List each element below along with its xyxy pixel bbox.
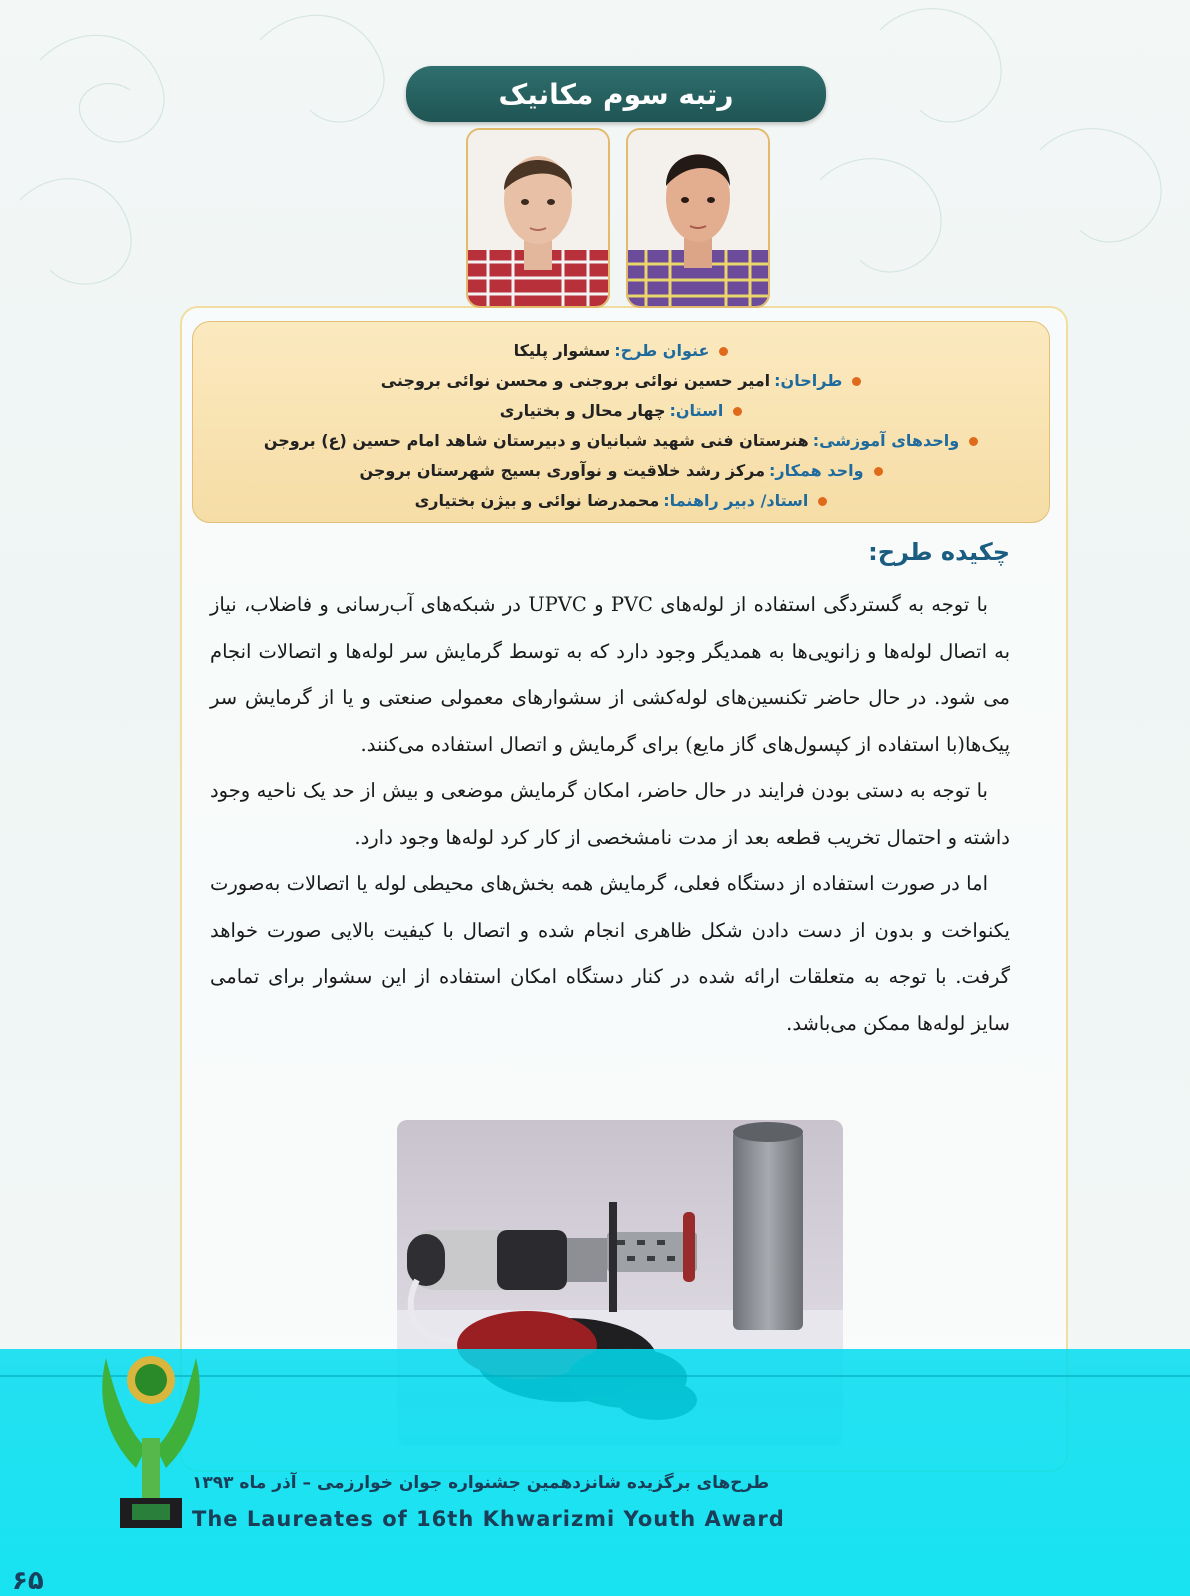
info-value: محمدرضا نوائی و بیژن بختیاری	[414, 491, 660, 510]
info-value: سشوار پلیکا	[513, 341, 611, 360]
page-title: رتبه سوم مکانیک	[406, 66, 826, 122]
info-label: واحدهای آموزشی:	[812, 431, 960, 450]
portrait-photo-left	[466, 128, 610, 308]
info-line-province	[193, 396, 1049, 426]
info-value: مرکز رشد خلاقیت و نوآوری بسیج شهرستان بروجن	[359, 461, 766, 480]
abstract-heading: چکیده طرح:	[868, 538, 1010, 566]
bullet-icon	[874, 467, 883, 476]
info-value: چهار محال و بختیاری	[499, 401, 666, 420]
footer-title-fa: طرح‌های برگزیده شانزدهمین جشنواره جوان خوارزمی – آذر ماه ۱۳۹۳	[192, 1473, 770, 1493]
info-line-advisor	[193, 486, 1049, 516]
page-number: ۶۵	[12, 1566, 44, 1596]
info-label: استاد/ دبیر راهنما:	[663, 491, 809, 510]
info-line-designers	[193, 366, 1049, 396]
info-line-partner	[193, 456, 1049, 486]
info-label: استان:	[669, 401, 724, 420]
info-label: واحد همکار:	[769, 461, 864, 480]
info-line-schools	[193, 426, 1049, 456]
project-info-box	[192, 321, 1050, 523]
info-line-title	[193, 336, 1049, 366]
bullet-icon	[733, 407, 742, 416]
abstract-text	[210, 582, 1010, 1047]
bullet-icon	[852, 377, 861, 386]
abstract-paragraph: با توجه به دستی بودن فرایند در حال حاضر، امکان گرمایش موضعی و بیش از حد یک ناحیه وجود داشته و احتمال تخریب قطعه بعد از مدت نامشخصی از کار کرد لوله‌ها وجود دارد.	[210, 779, 1010, 849]
bullet-icon	[719, 347, 728, 356]
info-value: امیر حسین نوائی بروجنی و محسن نوائی بروجنی	[380, 371, 771, 390]
bullet-icon	[818, 497, 827, 506]
info-label: عنوان طرح:	[614, 341, 710, 360]
bullet-icon	[969, 437, 978, 446]
trophy-icon	[96, 1338, 206, 1538]
info-value: هنرستان فنی شهید شبانیان و دبیرستان شاهد امام حسین (ع) بروجن	[263, 431, 809, 450]
portrait-photo-right	[626, 128, 770, 308]
abstract-paragraph: با توجه به گستردگی استفاده از لوله‌های PVC و UPVC در شبکه‌های آب‌رسانی و فاضلاب، نیاز به اتصال لوله‌ها و زانویی‌ها به همدیگر وجود دارد که به توسط گرمایش سر لوله‌ها و اتصالات انجام می شود. در حال حاضر تکنسین‌های لوله‌کشی از سشوارهای معمولی صنعتی و یا از گرمایش سر پیک‌ها(با استفاده از کپسول‌های گاز مایع) برای گرمایش و اتصال استفاده می‌کنند.	[210, 593, 1010, 756]
abstract-paragraph: اما در صورت استفاده از دستگاه فعلی، گرمایش همه بخش‌های محیطی لوله یا اتصالات به‌صورت یکنواخت و بدون از دست دادن شکل ظاهری انجام شده و اتصال با کیفیت بالایی صورت خواهد گرفت. با توجه به متعلقات ارائه شده در کنار دستگاه امکان استفاده از این سشوار برای تمامی سایز لوله‌ها ممکن می‌باشد.	[210, 872, 1010, 1035]
info-label: طراحان:	[774, 371, 843, 390]
footer-title-en: The Laureates of 16th Khwarizmi Youth Award	[192, 1507, 785, 1531]
